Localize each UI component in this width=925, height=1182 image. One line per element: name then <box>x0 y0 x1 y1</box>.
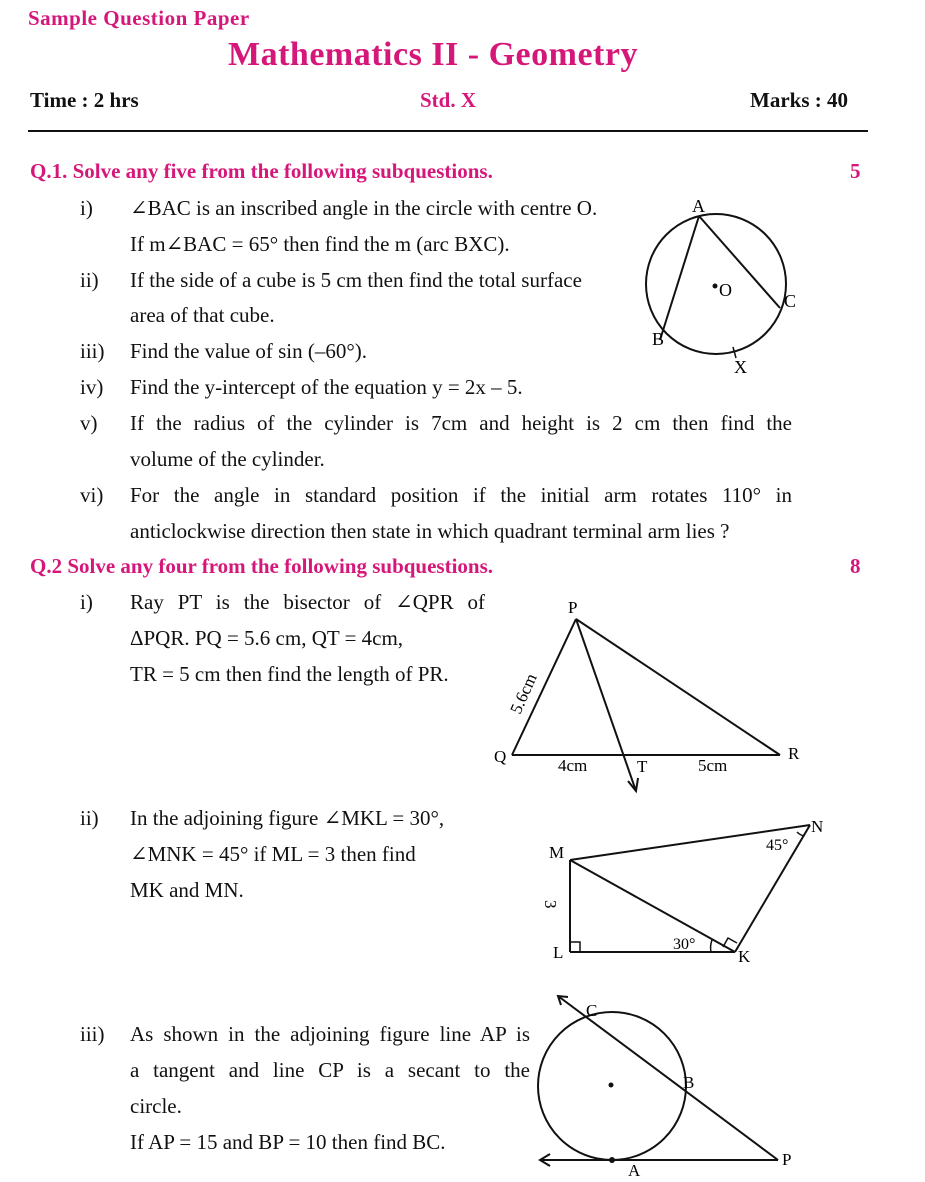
q1-item-line: ∠BAC is an inscribed angle in the circle with centre O. <box>130 196 598 220</box>
q1-item-num: v) <box>80 411 98 435</box>
bisector-triangle-figure <box>490 595 820 805</box>
q1-item-num: vi) <box>80 483 104 507</box>
right-angle-l <box>570 942 580 952</box>
centre-point <box>609 1083 614 1088</box>
q1-item-num: iv) <box>80 375 104 399</box>
header-divider <box>28 130 868 132</box>
point-a <box>609 1157 615 1163</box>
q1-item-line: Find the value of sin (–60°). <box>130 339 368 363</box>
chord-ac <box>699 216 780 308</box>
q1-item-line: anticlockwise direction then state in which quadrant terminal arm lies ? <box>130 519 730 543</box>
q2-item-line: circle. <box>130 1094 182 1118</box>
q2-item-line: a tangent and line CP is a secant to the <box>130 1058 530 1082</box>
sample-label: Sample Question Paper <box>28 6 250 30</box>
q2-item-line: ΔPQR. PQ = 5.6 cm, QT = 4cm, <box>130 626 404 650</box>
q1-item-line: If the radius of the cylinder is 7cm and height is 2 cm then find the <box>130 411 792 435</box>
time-label: Time : 2 hrs <box>30 88 139 112</box>
q1-marks: 5 <box>850 159 861 183</box>
label-tr: 5cm <box>698 756 728 775</box>
q2-item-line: Ray PT is the bisector of ∠QPR of <box>130 590 485 614</box>
label-k: K <box>738 947 751 966</box>
label-qt: 4cm <box>558 756 588 775</box>
label-pq: 5.6cm <box>506 670 541 717</box>
label-ml: 3 <box>541 900 560 909</box>
tangent-secant-figure <box>530 990 810 1180</box>
q2-item-line: MK and MN. <box>130 878 244 902</box>
q2-item-line: In the adjoining figure ∠MKL = 30°, <box>130 806 445 830</box>
q1-item-line: area of that cube. <box>130 303 275 327</box>
marks-label: Marks : 40 <box>750 88 848 112</box>
label-c: C <box>784 291 797 311</box>
q1-item-num: iii) <box>80 339 105 363</box>
quadrilateral-figure <box>535 810 835 970</box>
label-p: P <box>568 598 578 617</box>
centre-point <box>713 284 718 289</box>
label-m: M <box>549 843 565 862</box>
label-a: A <box>628 1161 641 1180</box>
label-r: R <box>788 744 800 763</box>
label-b: B <box>683 1073 695 1092</box>
label-angle-n: 45° <box>766 837 789 854</box>
q1-item-line: For the angle in standard position if the initial arm rotates 110° in <box>130 483 792 507</box>
label-a: A <box>692 196 705 216</box>
angle-arc-n <box>797 832 804 836</box>
label-q: Q <box>494 747 507 766</box>
q1-item-line: volume of the cylinder. <box>130 447 325 471</box>
q1-heading: Q.1. Solve any five from the following subquestions. <box>30 159 493 183</box>
label-x: X <box>734 357 747 377</box>
q1-item-line: If the side of a cube is 5 cm then find the total surface <box>130 268 582 292</box>
q2-item-line: TR = 5 cm then find the length of PR. <box>130 662 449 686</box>
q1-item-num: i) <box>80 196 93 220</box>
label-t: T <box>637 757 648 776</box>
label-angle-k: 30° <box>673 936 696 953</box>
label-c: C <box>586 1001 598 1020</box>
q2-item-line: As shown in the adjoining figure line AP is <box>130 1022 530 1046</box>
label-n: N <box>811 817 824 836</box>
side-pr <box>576 619 780 755</box>
q1-item-num: ii) <box>80 268 99 292</box>
q2-heading: Q.2 Solve any four from the following subquestions. <box>30 554 494 578</box>
q2-item-num: i) <box>80 590 93 614</box>
label-l: L <box>553 943 564 962</box>
q2-item-line: ∠MNK = 45° if ML = 3 then find <box>130 842 416 866</box>
paper-title: Mathematics II - Geometry <box>228 36 638 73</box>
label-o: O <box>719 280 732 300</box>
side-mk <box>570 860 735 952</box>
q2-item-num: ii) <box>80 806 99 830</box>
q2-item-line: If AP = 15 and BP = 10 then find BC. <box>130 1130 446 1154</box>
q2-marks: 8 <box>850 554 861 578</box>
q1-item-line: If m∠BAC = 65° then find the m (arc BXC). <box>130 232 510 256</box>
label-b: B <box>652 329 665 349</box>
q1-item-line: Find the y-intercept of the equation y = 2x – 5. <box>130 375 523 399</box>
inscribed-angle-figure <box>630 190 800 380</box>
label-p: P <box>782 1150 792 1169</box>
std-label: Std. X <box>420 88 477 112</box>
q2-item-num: iii) <box>80 1022 105 1046</box>
angle-arc-k <box>711 940 712 952</box>
